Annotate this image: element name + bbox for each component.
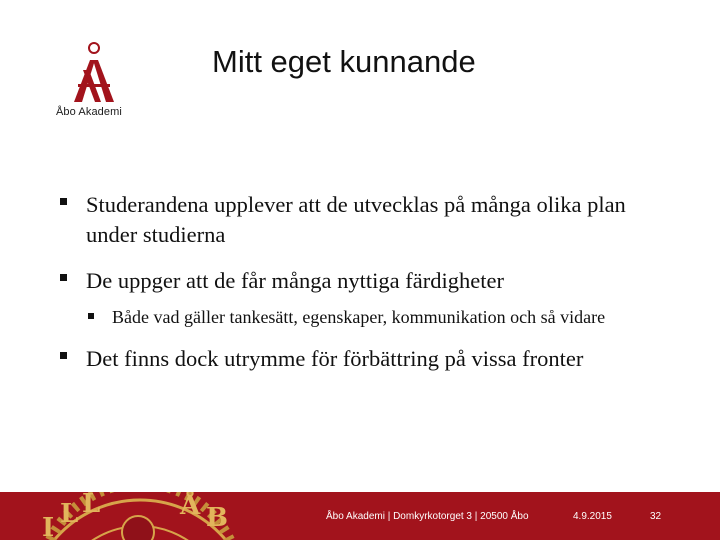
bullet-item <box>60 266 670 296</box>
sub-bullet-text: Både vad gäller tankesätt, egenskaper, kommunikation och så vidare <box>112 307 606 327</box>
bullet-text: Studerandena upplever att de utvecklas på många olika plan under studierna <box>86 192 626 247</box>
abo-akademi-crest-icon <box>64 40 124 104</box>
square-bullet-icon <box>60 198 67 205</box>
svg-text:Å: Å <box>180 492 201 521</box>
bullet-text: Det finns dock utrymme för förbättring på vissa fronter <box>86 346 584 371</box>
university-seal-icon <box>20 492 260 540</box>
bullet-item <box>60 190 670 250</box>
svg-text:B: B <box>206 503 228 533</box>
bullet-item <box>60 344 670 374</box>
footer-bar <box>0 492 720 540</box>
logo <box>54 40 134 122</box>
slide-content <box>60 190 670 390</box>
logo-text: Åbo Akademi <box>56 106 122 118</box>
svg-text:I: I <box>42 513 55 540</box>
bullet-text: De uppger att de får många nyttiga färdigheter <box>86 268 504 293</box>
square-bullet-icon <box>60 274 67 281</box>
square-bullet-icon <box>88 313 94 319</box>
slide-title: Mitt eget kunnande <box>212 44 476 79</box>
svg-text:L: L <box>60 499 79 529</box>
page-number: 32 <box>650 511 662 522</box>
square-bullet-icon <box>60 352 67 359</box>
footer-date: 4.9.2015 <box>573 511 612 522</box>
svg-text:L: L <box>82 492 101 519</box>
footer-address: Åbo Akademi | Domkyrkotorget 3 | 20500 Åbo <box>326 511 529 522</box>
sub-bullet-item <box>88 304 670 330</box>
